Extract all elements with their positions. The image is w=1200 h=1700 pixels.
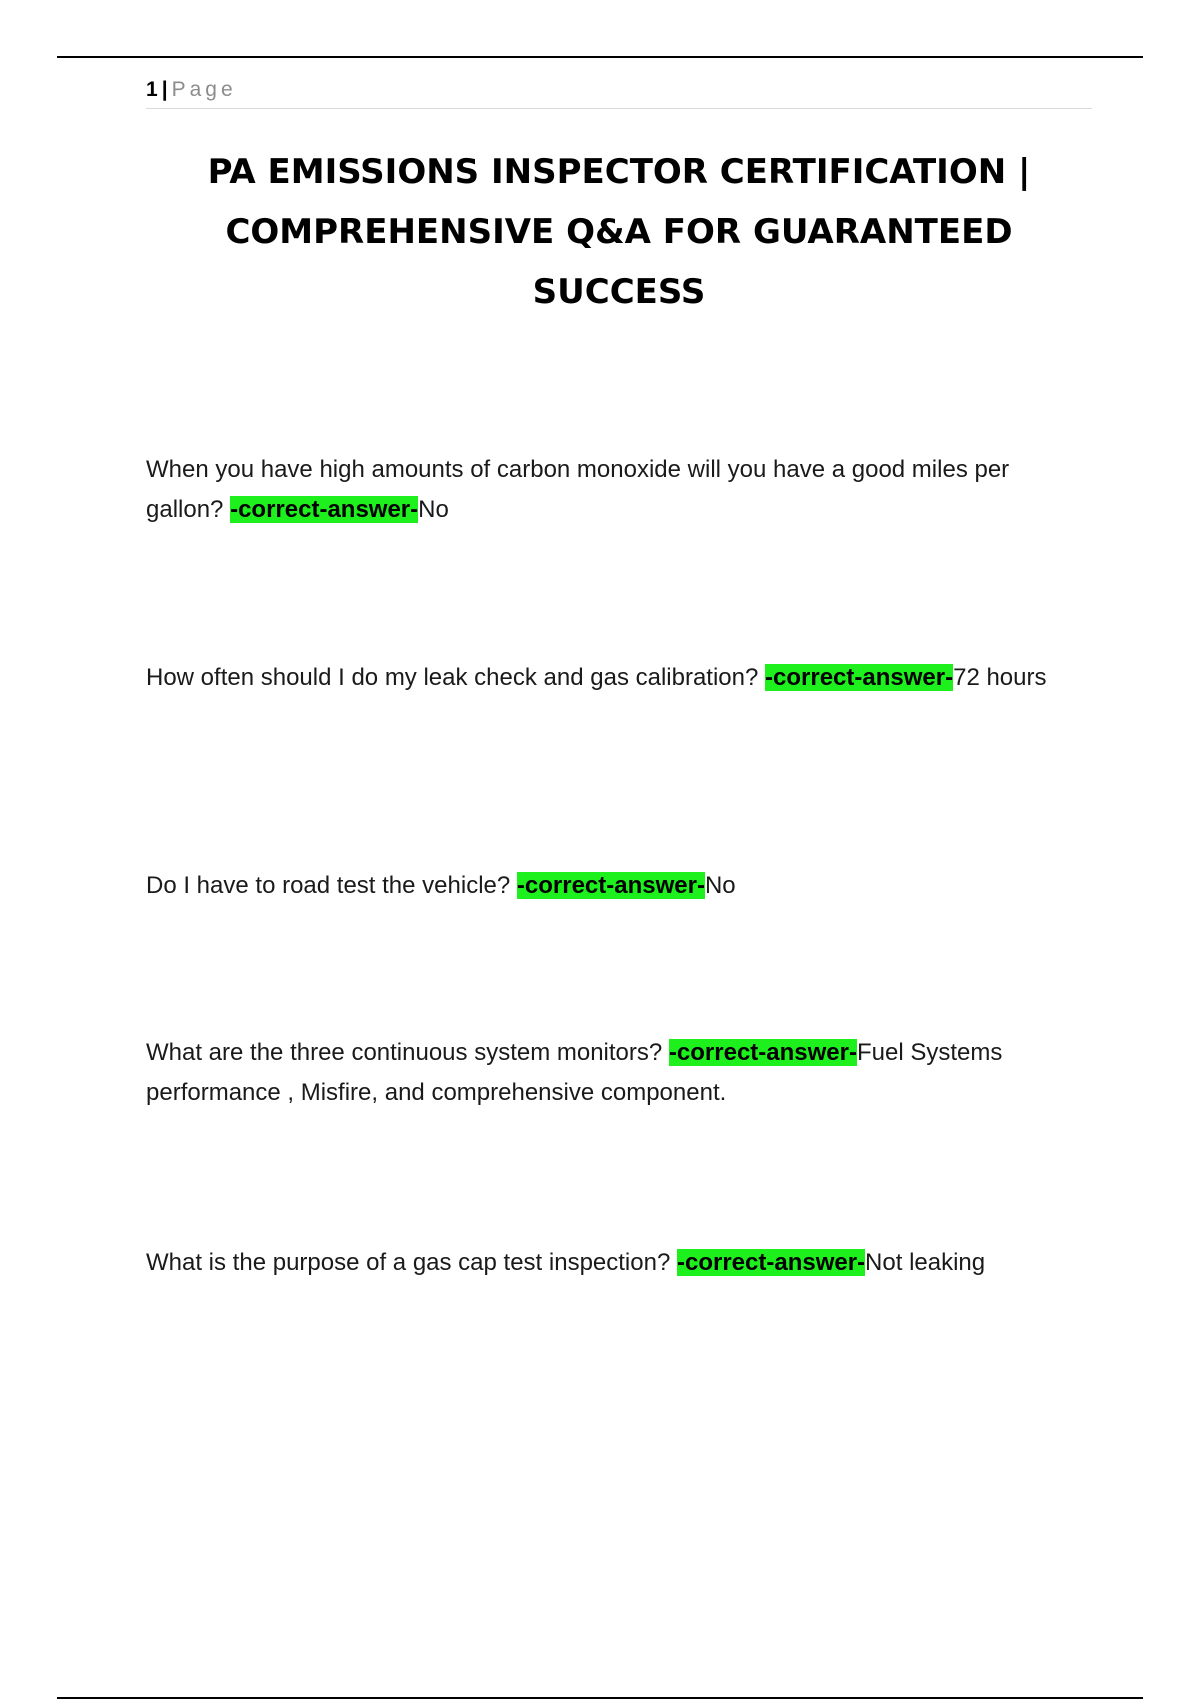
bottom-rule (57, 1697, 1143, 1699)
page-word: Page (171, 78, 237, 101)
qa-item (146, 1243, 1092, 1283)
question-text: When you have high amounts of carbon monoxide will you have a good miles per gallon? (146, 456, 1010, 523)
question-text: What is the purpose of a gas cap test inspection? (146, 1249, 671, 1276)
page-number: 1 (146, 78, 158, 101)
qa-item (146, 658, 1092, 698)
qa-item (146, 866, 1092, 906)
answer-text: Not leaking (865, 1249, 986, 1276)
correct-answer-marker: -correct-answer- (765, 664, 954, 691)
answer-text: No (704, 872, 736, 899)
page-header (146, 74, 1092, 109)
correct-answer-marker: -correct-answer- (676, 1249, 866, 1276)
page-separator: | (161, 78, 168, 101)
qa-item (146, 450, 1092, 530)
question-text: Do I have to road test the vehicle? (146, 872, 511, 899)
qa-item (146, 1033, 1092, 1113)
document-title: PA EMISSIONS INSPECTOR CERTIFICATION | COMPREHENSIVE Q&A FOR GUARANTEED SUCCESS (207, 152, 1031, 312)
question-text: What are the three continuous system monitors? (146, 1039, 663, 1066)
top-rule (57, 56, 1143, 58)
correct-answer-marker: -correct-answer- (668, 1039, 857, 1066)
answer-text: 72 hours (953, 664, 1047, 691)
correct-answer-marker: -correct-answer- (230, 496, 419, 523)
question-text: How often should I do my leak check and gas calibration? (146, 664, 759, 691)
correct-answer-marker: -correct-answer- (516, 872, 705, 899)
answer-text: Fuel Systems performance , Misfire, and comprehensive component. (146, 1039, 1003, 1106)
answer-text: No (418, 496, 449, 523)
